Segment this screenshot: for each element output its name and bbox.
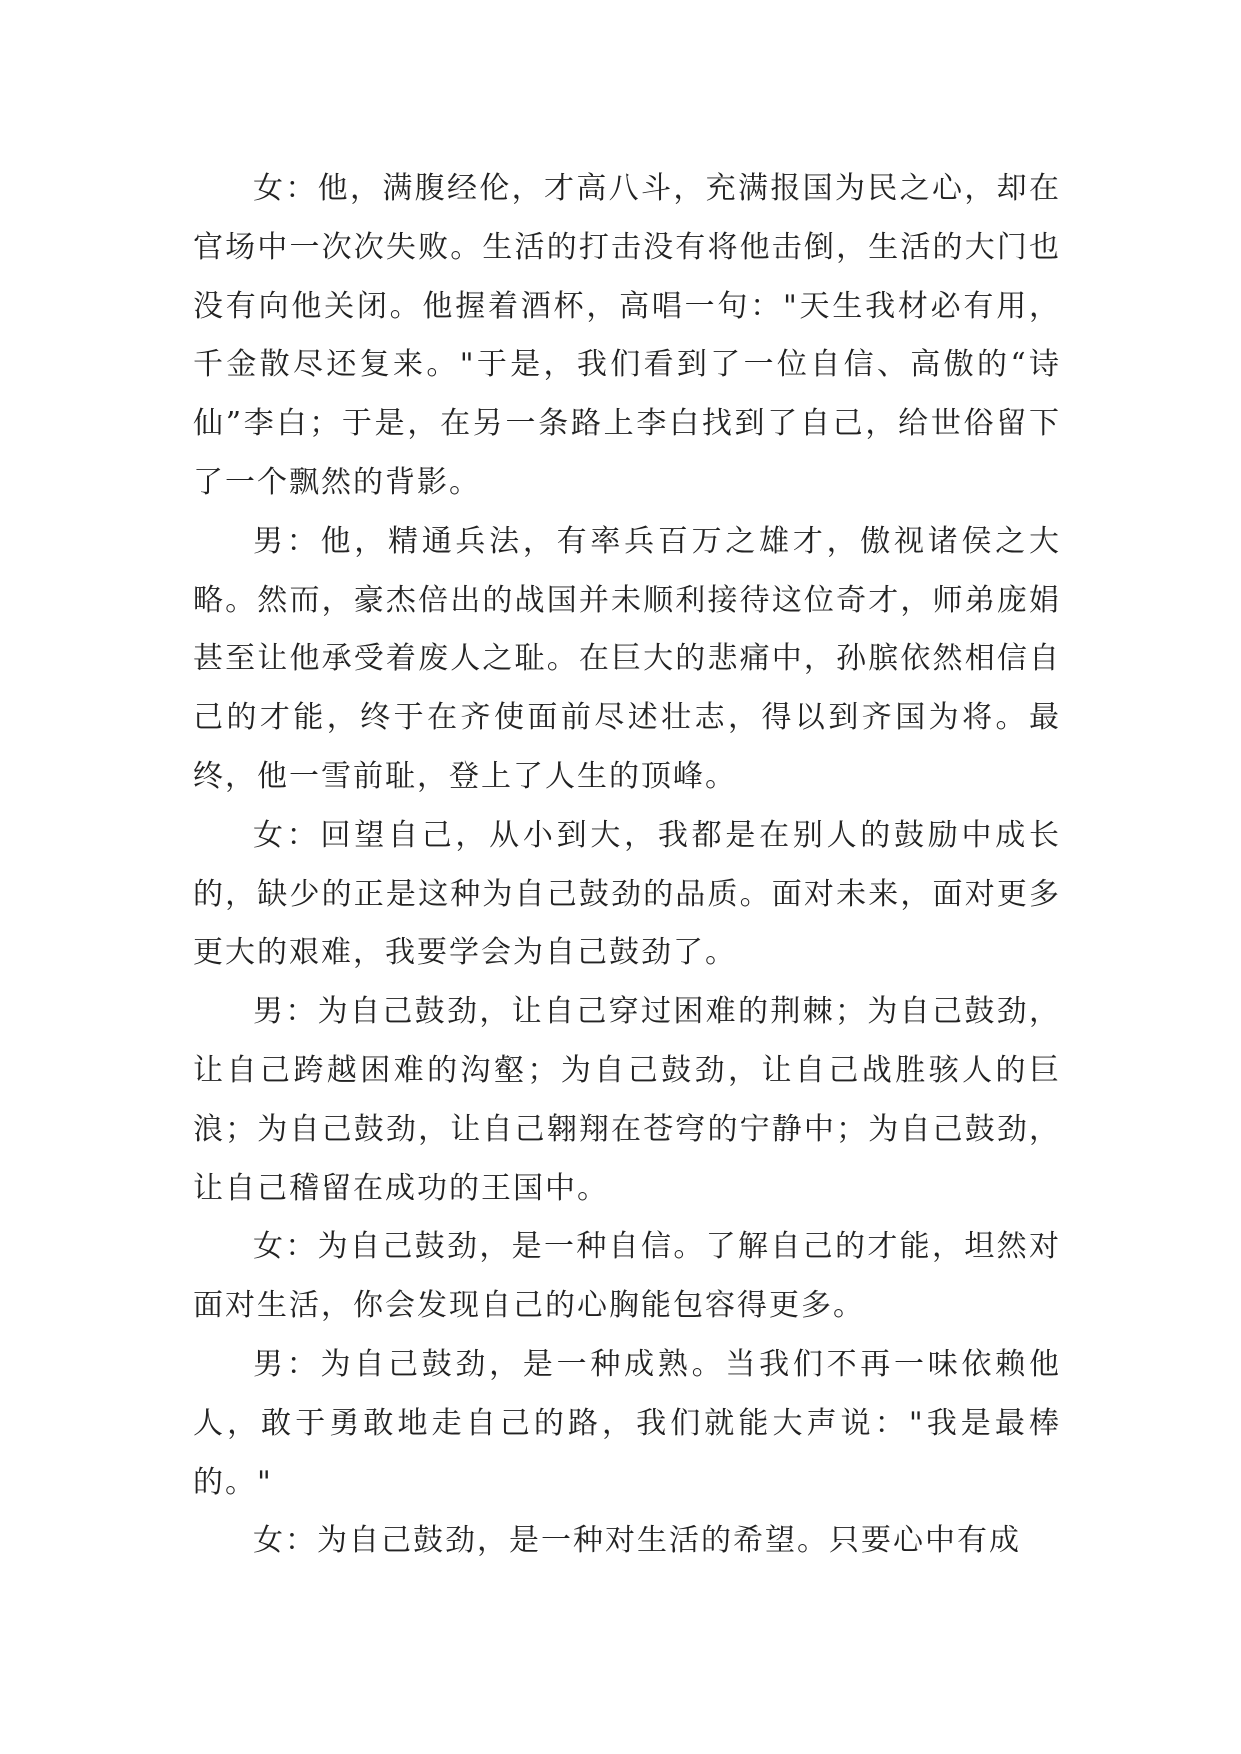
paragraph-hope: 女：为自己鼓劲，是一种对生活的希望。只要心中有成: [253, 1523, 1021, 1559]
paragraph-confidence: 女：为自己鼓劲，是一种自信。了解自己的才能，坦然对面对生活，你会发现自己的心胸能包容得更多。: [193, 1229, 1061, 1324]
paragraph-maturity: 男：为自己鼓劲，是一种成熟。当我们不再一味依赖他人，敢于勇敢地走自己的路，我们就能大声说："我是最棒的。": [193, 1346, 1061, 1500]
paragraph-reflection: 女：回望自己，从小到大，我都是在别人的鼓励中成长的，缺少的正是这种为自己鼓劲的品质。面对未来，面对更多更大的艰难，我要学会为自己鼓劲了。: [193, 817, 1061, 971]
document-body: [193, 160, 1061, 1571]
paragraph-encourage-self: 男：为自己鼓劲，让自己穿过困难的荆棘；为自己鼓劲，让自己跨越困难的沟壑；为自己鼓劲，让自己战胜骇人的巨浪；为自己鼓劲，让自己翱翔在苍穹的宁静中；为自己鼓劲，让自己稽留在成功的王国中。: [193, 994, 1061, 1206]
paragraph-li-bai: 女：他，满腹经伦，才高八斗，充满报国为民之心，却在官场中一次次失败。生活的打击没有将他击倒，生活的大门也没有向他关闭。他握着酒杯，高唱一句："天生我材必有用，千金散尽还复来。"于是，我们看到了一位自信、高傲的“诗仙”李白；于是，在另一条路上李白找到了自己，给世俗留下了一个飘然的背影。: [193, 171, 1061, 500]
paragraph-sun-bin: 男：他，精通兵法，有率兵百万之雄才，傲视诸侯之大略。然而，豪杰倍出的战国并未顺利接待这位奇才，师弟庞娟甚至让他承受着废人之耻。在巨大的悲痛中，孙膑依然相信自己的才能，终于在齐使面前尽述壮志，得以到齐国为将。最终，他一雪前耻，登上了人生的顶峰。: [193, 523, 1061, 794]
